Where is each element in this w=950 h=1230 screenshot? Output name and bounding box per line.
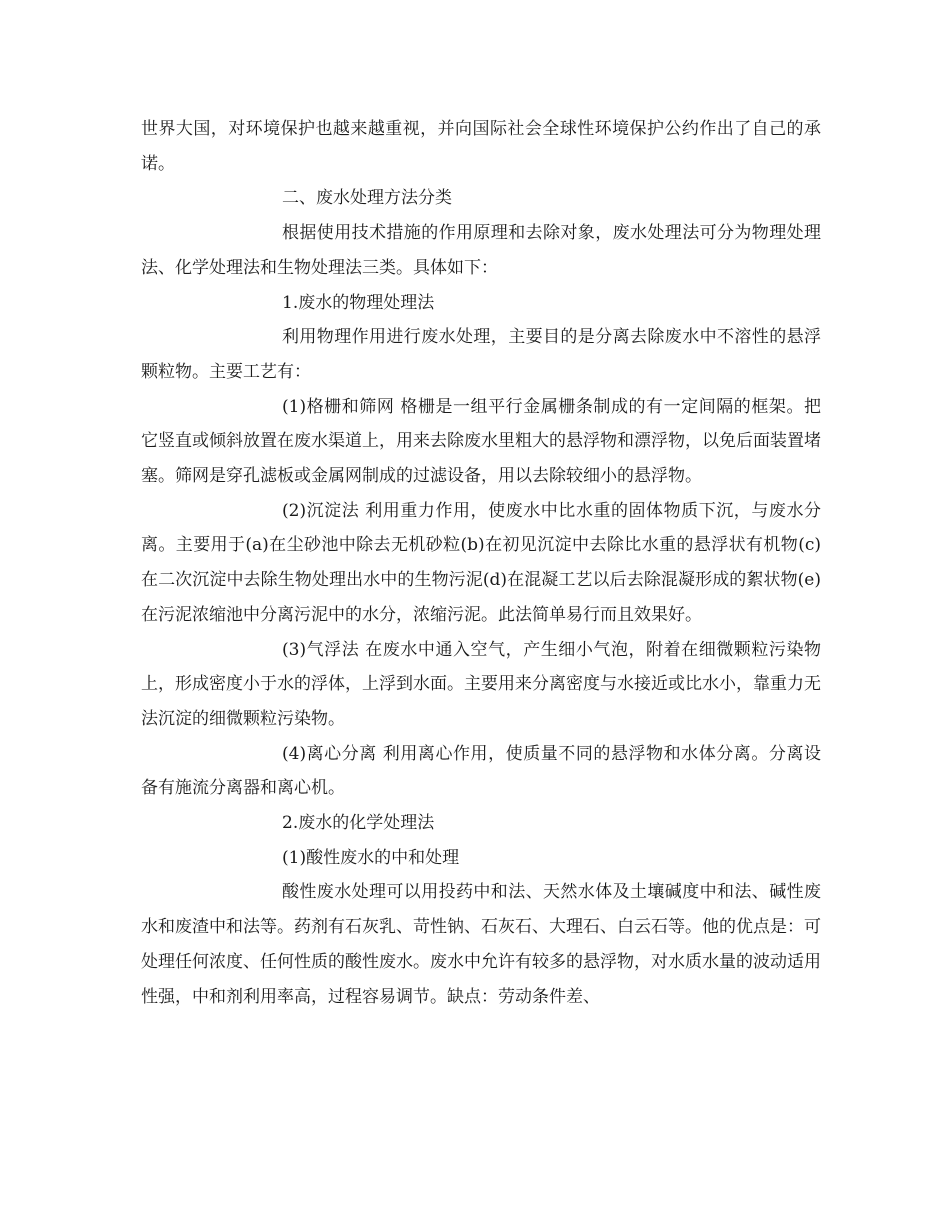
paragraph: 根据使用技术措施的作用原理和去除对象，废水处理法可分为物理处理法、化学处理法和生物处理法三类。具体如下： — [141, 223, 821, 278]
paragraph: (2)沉淀法 利用重力作用，使废水中比水重的固体物质下沉，与废水分离。主要用于(a)在尘砂池中除去无机砂粒(b)在初见沉淀中去除比水重的悬浮状有机物(c)在二次沉淀中去除生物处理出水中的生物污泥(d)在混凝工艺以后去除混凝形成的絮状物(e)在污泥浓缩池中分离污泥中的水分，浓缩污泥。此法简单易行而且效果好。 — [141, 500, 821, 625]
paragraph: 酸性废水处理可以用投药中和法、天然水体及土壤碱度中和法、碱性废水和废渣中和法等。药剂有石灰乳、苛性钠、石灰石、大理石、白云石等。他的优点是：可处理任何浓度、任何性质的酸性废水。废水中允许有较多的悬浮物，对水质水量的波动适用性强，中和剂利用率高，过程容易调节。缺点：劳动条件差、 — [141, 882, 821, 1007]
document-body — [141, 112, 821, 1014]
paragraph: (4)离心分离 利用离心作用，使质量不同的悬浮物和水体分离。分离设备有施流分离器和离心机。 — [141, 743, 821, 799]
paragraph: (1)格栅和筛网 格栅是一组平行金属栅条制成的有一定间隔的框架。把它竖直或倾斜放置在废水渠道上，用来去除废水里粗大的悬浮物和漂浮物，以免后面装置堵塞。筛网是穿孔滤板或金属网制成的过滤设备，用以去除较细小的悬浮物。 — [141, 396, 821, 487]
subsection-heading: (1)酸性废水的中和处理 — [282, 847, 460, 868]
paragraph: (3)气浮法 在废水中通入空气，产生细小气泡，附着在细微颗粒污染物上，形成密度小于水的浮体，上浮到水面。主要用来分离密度与水接近或比水小，靠重力无法沉淀的细微颗粒污染物。 — [141, 639, 821, 729]
paragraph-continuation: 世界大国，对环境保护也越来越重视，并向国际社会全球性环境保护公约作出了自己的承诺。 — [141, 119, 821, 174]
section-heading: 二、废水处理方法分类 — [282, 188, 452, 209]
paragraph: 利用物理作用进行废水处理，主要目的是分离去除废水中不溶性的悬浮颗粒物。主要工艺有： — [141, 327, 821, 382]
subsection-heading: 1.废水的物理处理法 — [282, 292, 435, 313]
subsection-heading: 2.废水的化学处理法 — [282, 813, 435, 834]
